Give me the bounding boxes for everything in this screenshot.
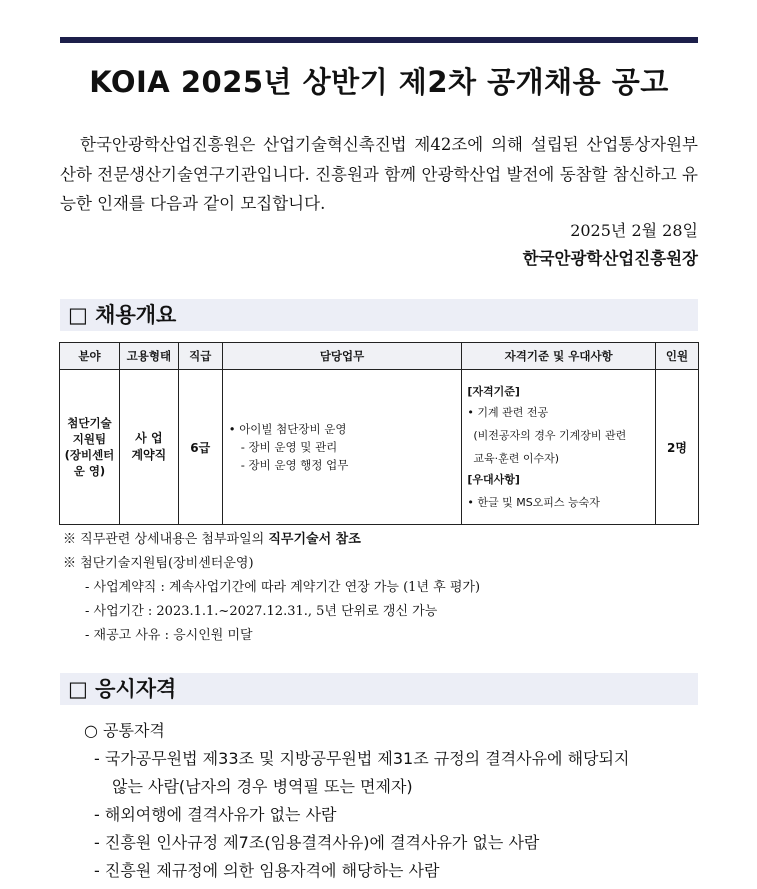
- field-line: 첨단기술: [67, 416, 112, 430]
- eligibility-heading: ○ 공통자격: [84, 721, 165, 740]
- section-eligibility: □ 응시자격: [60, 673, 698, 705]
- list-item: - 국가공무원법 제33조 및 지방공무원법 제31조 규정의 결격사유에 해당되지: [94, 749, 630, 768]
- preference-line: • 한글 및 MS오피스 능숙자: [467, 495, 600, 509]
- recruitment-table: [59, 342, 699, 525]
- list-item: - 진흥원 인사규정 제7조(임용결격사유)에 결격사유가 없는 사람: [94, 833, 540, 852]
- col-header-qualification: 자격기준 및 우대사항: [462, 343, 656, 370]
- note-emphasis: 직무기술서 참조: [268, 532, 361, 547]
- employment-line: 계약직: [131, 448, 167, 462]
- signer-name: 한국안광학산업진흥원장: [522, 249, 698, 268]
- announcement-date: 2025년 2월 28일: [570, 221, 698, 240]
- preference-heading: [우대사항]: [467, 472, 520, 486]
- field-line: 지원팀: [72, 432, 107, 446]
- table-notes: [63, 528, 703, 648]
- list-item: - 해외여행에 결격사유가 없는 사람: [94, 805, 337, 824]
- qualification-line: 교육·훈련 이수자): [473, 451, 560, 465]
- col-header-field: 분야: [60, 343, 120, 370]
- note-job-description: [63, 528, 703, 552]
- cell-field: [60, 370, 120, 525]
- table-header-row: [60, 343, 699, 370]
- qualification-line: (비전공자의 경우 기계장비 관련: [473, 428, 627, 442]
- title-rule: [60, 37, 698, 43]
- employment-line: 사 업: [135, 431, 163, 445]
- page-title: KOIA 2025년 상반기 제2차 공개채용 공고: [89, 65, 669, 99]
- field-line: (장비센터: [64, 448, 115, 462]
- cell-grade: 6급: [178, 370, 222, 525]
- list-item-continuation: 않는 사람(남자의 경우 병역필 또는 면제자): [112, 777, 413, 796]
- section-recruitment-overview: □ 채용개요: [60, 299, 698, 331]
- note-text: ※ 직무관련 상세내용은 첨부파일의: [63, 532, 269, 547]
- eligibility-list: [84, 717, 704, 885]
- duty-line: - 장비 운영 및 관리: [240, 440, 338, 454]
- qualification-heading: [자격기준]: [467, 384, 520, 398]
- col-header-duty: 담당업무: [222, 343, 462, 370]
- col-header-grade: 직급: [178, 343, 222, 370]
- list-item: - 진흥원 제규정에 의한 임용자격에 해당하는 사람: [94, 861, 440, 880]
- intro-paragraph: 한국안광학산업진흥원은 산업기술혁신촉진법 제42조에 의해 설립된 산업통상자원부 산하 전문생산기술연구기관입니다. 진흥원과 함께 안광학산업 발전에 동참할 참신하고 유능한 인재를 다음과 같이 모집합니다.: [60, 135, 698, 213]
- cell-duty: [222, 370, 462, 525]
- cell-employment: [119, 370, 178, 525]
- note-repost-reason: - 재공고 사유 : 응시인원 미달: [85, 628, 253, 643]
- col-header-count: 인원: [656, 343, 699, 370]
- cell-count: 2명: [656, 370, 699, 525]
- note-contract: - 사업계약직 : 계속사업기간에 따라 계약기간 연장 가능 (1년 후 평가): [85, 580, 481, 595]
- note-team: ※ 첨단기술지원팀(장비센터운영): [63, 556, 254, 571]
- field-line: 운 영): [73, 464, 106, 478]
- duty-line: • 아이빌 첨단장비 운영: [228, 422, 347, 436]
- table-row: [60, 370, 699, 525]
- cell-qualification: [462, 370, 656, 525]
- qualification-line: • 기계 관련 전공: [467, 405, 549, 419]
- col-header-employment: 고용형태: [119, 343, 178, 370]
- duty-line: - 장비 운영 행정 업무: [240, 458, 349, 472]
- note-period: - 사업기간 : 2023.1.1.~2027.12.31., 5년 단위로 갱신 가능: [85, 604, 438, 619]
